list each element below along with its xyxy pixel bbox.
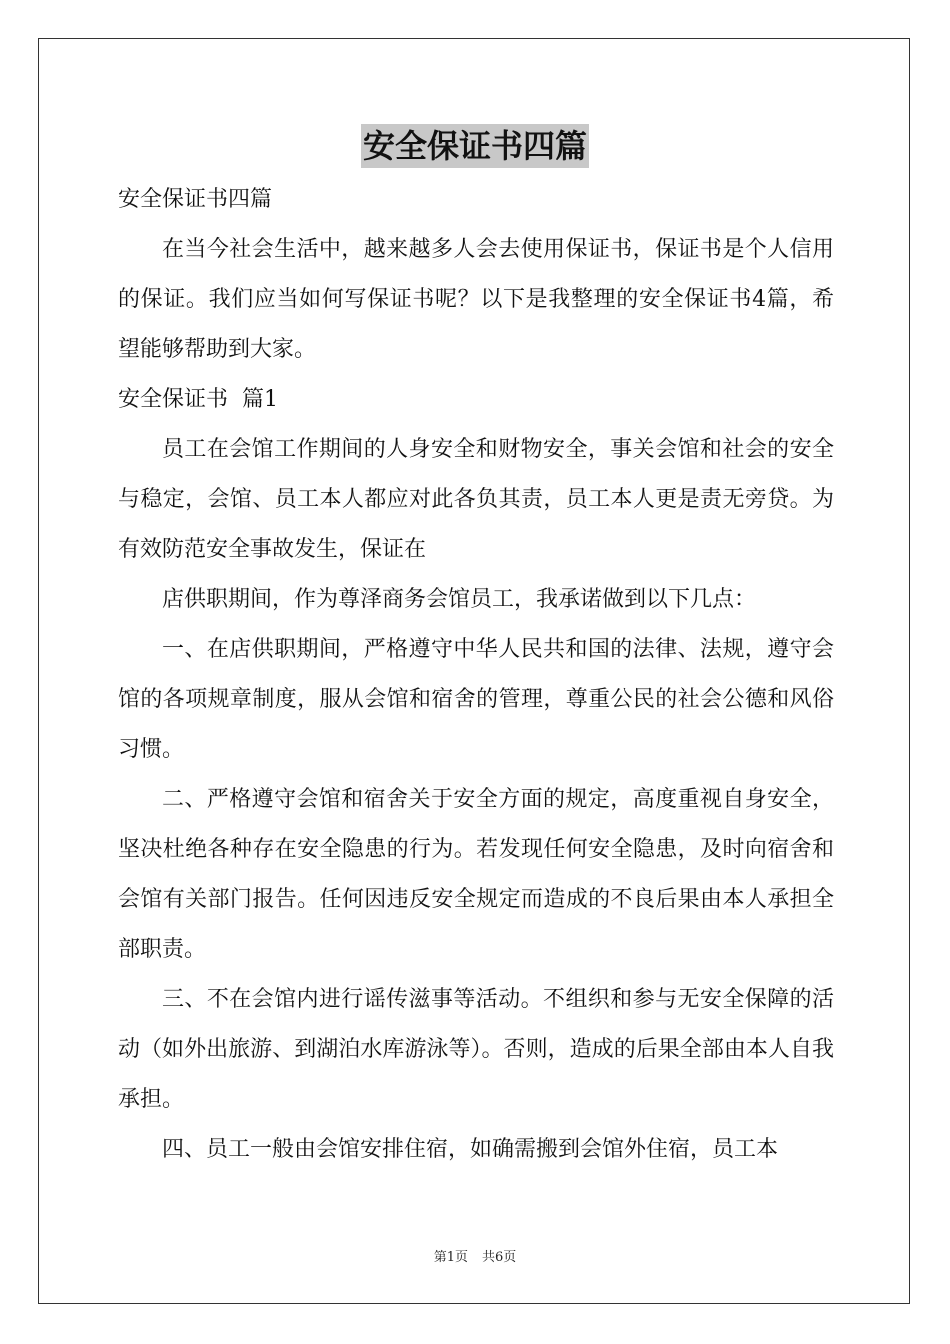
paragraph-8: 四、员工一般由会馆安排住宿，如确需搬到会馆外住宿，员工本 [162,1137,779,1162]
paragraph-2: 安全保证书 篇1 [118,387,278,412]
paragraph-4: 店供职期间，作为尊泽商务会馆员工，我承诺做到以下几点： [162,587,757,612]
page-total: 共6页 [482,1250,517,1265]
document-title: 安全保证书四篇 [361,124,589,168]
paragraph-1: 在当今社会生活中，越来越多人会去使用保证书，保证书是个人信用的保证。我们应当如何写保证书呢？以下是我整理的安全保证书4篇，希望能够帮助到大家。 [118,237,834,362]
document-body [118,175,834,1175]
paragraph-7: 三、不在会馆内进行谣传滋事等活动。不组织和参与无安全保障的活动（如外出旅游、到湖泊水库游泳等）。否则，造成的后果全部由本人自我承担。 [118,987,834,1112]
paragraph-6: 二、严格遵守会馆和宿舍关于安全方面的规定，高度重视自身安全，坚决杜绝各种存在安全隐患的行为。若发现任何安全隐患，及时向宿舍和会馆有关部门报告。任何因违反安全规定而造成的不良后果由本人承担全部职责。 [118,787,834,962]
page-number: 第1页 [433,1250,468,1265]
paragraph-0: 安全保证书四篇 [118,187,273,212]
page-footer [0,1246,950,1265]
paragraph-5: 一、在店供职期间，严格遵守中华人民共和国的法律、法规，遵守会馆的各项规章制度，服从会馆和宿舍的管理，尊重公民的社会公德和风俗习惯。 [118,637,834,762]
title-container [0,124,950,168]
paragraph-3: 员工在会馆工作期间的人身安全和财物安全，事关会馆和社会的安全与稳定，会馆、员工本人都应对此各负其责，员工本人更是责无旁贷。为有效防范安全事故发生，保证在 [118,437,834,562]
